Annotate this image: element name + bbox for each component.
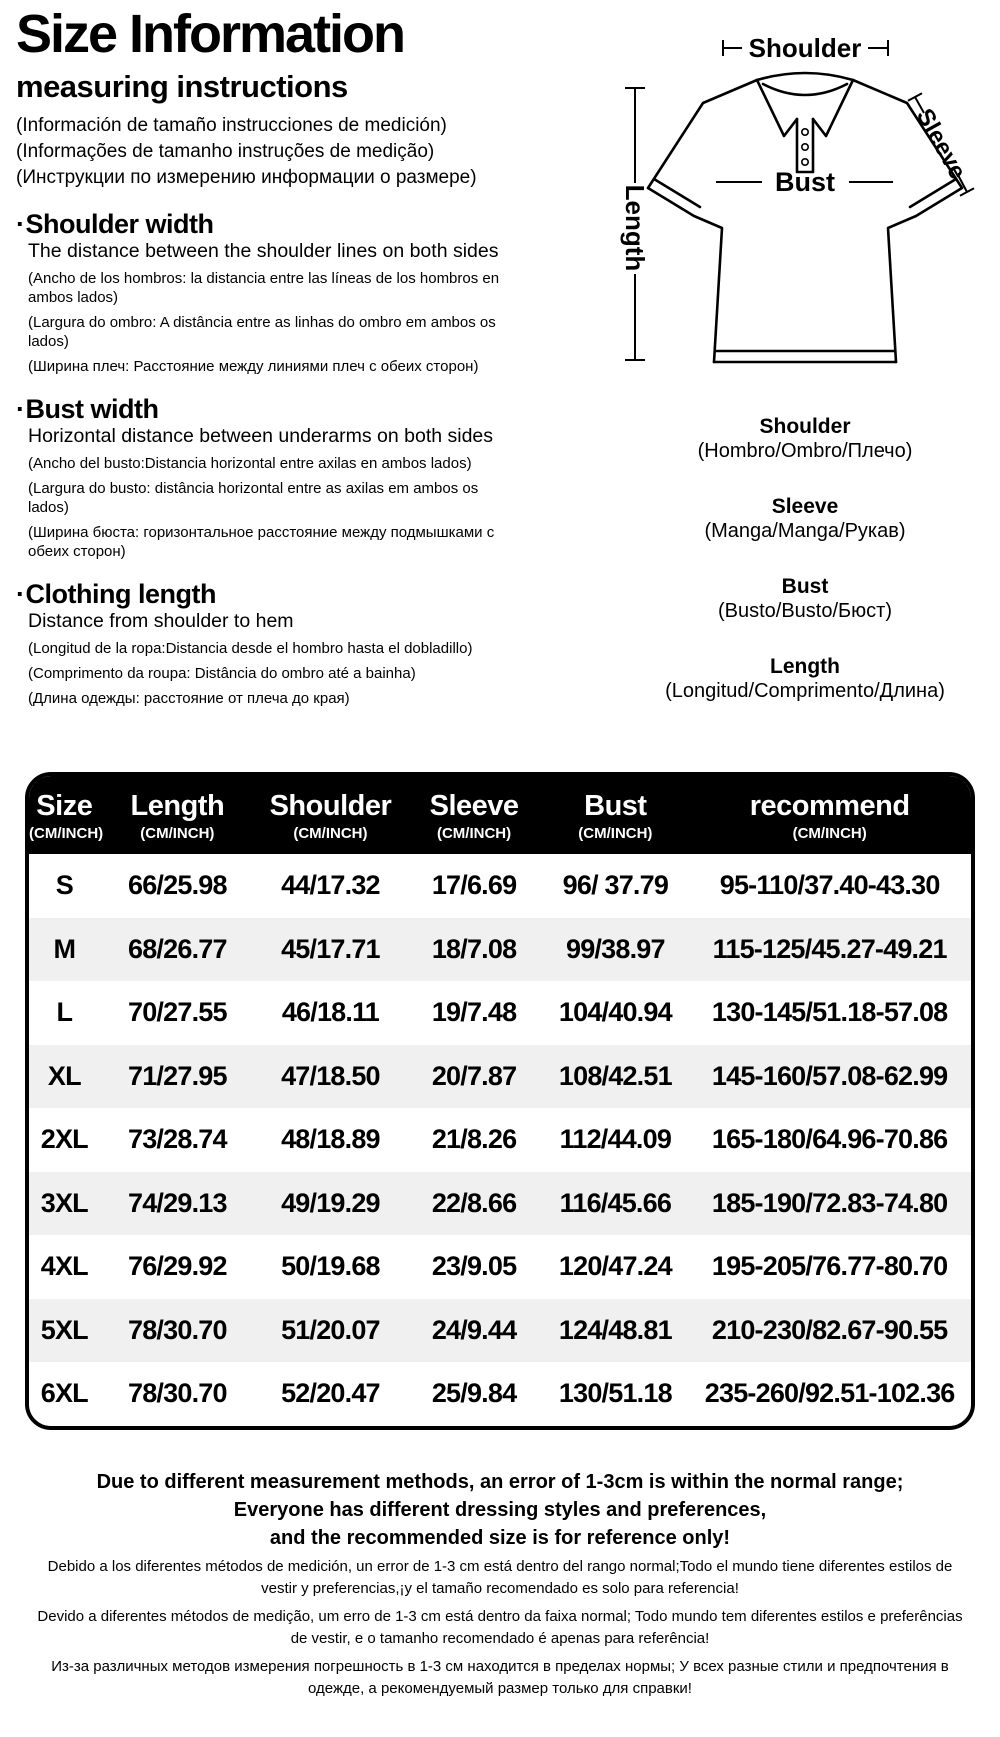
size-table-header (29, 776, 971, 854)
column-header-recommend (688, 790, 971, 842)
cell-sleeve: 25/9.84 (431, 1378, 517, 1409)
cell-length: 73/28.74 (128, 1124, 227, 1155)
collar-back (757, 73, 853, 80)
legend-item-sleeve (605, 494, 1000, 543)
column-label: Shoulder (269, 790, 392, 822)
table-row-l (29, 981, 971, 1045)
shirt-measurement-diagram (560, 0, 1000, 380)
table-row-xl (29, 1045, 971, 1109)
cell-bust: 124/48.81 (558, 1314, 672, 1345)
cell-sleeve: 22/8.66 (431, 1187, 517, 1218)
section-note-ru: (Длина одежды: расстояние от плеча до края) (28, 689, 350, 707)
column-unit: (CM/INCH) (436, 825, 512, 842)
cell-size: M (53, 933, 76, 964)
section-note-pt: (Largura do ombro: A distância entre as linhas do ombro em ambos os lados) (28, 313, 496, 350)
cell-sleeve: 21/8.26 (431, 1124, 517, 1155)
cell-sleeve: 19/7.48 (431, 997, 517, 1028)
cell-bust: 108/42.51 (558, 1060, 672, 1091)
cell-sleeve: 17/6.69 (431, 870, 517, 901)
section-note-es: (Ancho de los hombros: la distancia entre las líneas de los hombros en ambos lados) (28, 269, 500, 306)
right-side-outline (853, 80, 962, 362)
section-note-ru: (Ширина бюста: горизонтальное расстояние между подмышками с обеих сторон) (28, 523, 495, 560)
measuring-instructions-column (16, 6, 526, 708)
section-shoulder-width (16, 209, 526, 376)
cell-shoulder: 50/19.68 (281, 1251, 380, 1282)
cell-shoulder: 51/20.07 (281, 1314, 380, 1345)
column-unit: (CM/INCH) (792, 825, 867, 842)
section-note-es: (Ancho del busto:Distancia horizontal entre axilas en ambos lados) (28, 454, 472, 472)
cell-bust: 96/ 37.79 (562, 870, 669, 901)
cell-size: L (56, 997, 73, 1028)
subtitle-note-ru: (Инструкции по измерению информации о размере) (16, 166, 477, 188)
table-row-6xl (29, 1362, 971, 1426)
section-title (16, 209, 526, 239)
column-header-sleeve (406, 790, 543, 842)
section-description: Distance from shoulder to hem (28, 609, 294, 632)
section-description: Horizontal distance between underarms on both sides (28, 424, 494, 447)
left-side-outline (648, 80, 757, 362)
cell-recommend: 145-160/57.08-62.99 (711, 1060, 948, 1091)
section-title-text: Bust width (25, 393, 159, 424)
column-label: Sleeve (429, 790, 519, 822)
cell-shoulder: 45/17.71 (281, 933, 380, 964)
bust-measure-label: Bust (775, 167, 835, 197)
length-measure-bracket (620, 88, 650, 360)
column-header-length (100, 790, 255, 842)
cell-recommend: 130-145/51.18-57.08 (711, 997, 948, 1028)
legend-term: Bust (781, 575, 829, 598)
table-row-5xl (29, 1299, 971, 1363)
cell-length: 78/30.70 (128, 1378, 227, 1409)
polo-shirt-drawing (648, 73, 962, 362)
subtitle-note-pt: (Informações de tamanho instruções de medição) (16, 140, 435, 162)
cell-sleeve: 20/7.87 (431, 1060, 517, 1091)
measurement-legend (605, 414, 1000, 734)
section-note-ru: (Ширина плеч: Расстояние между линиями плеч с обеих сторон) (28, 357, 479, 375)
footer-en-line2: Everyone has different dressing styles and preferences, (233, 1499, 767, 1521)
column-header-bust (542, 790, 688, 842)
section-clothing-length (16, 579, 526, 708)
right-lapel (813, 80, 853, 136)
cell-shoulder: 48/18.89 (281, 1124, 380, 1155)
cell-length: 74/29.13 (128, 1187, 227, 1218)
cell-bust: 112/44.09 (559, 1124, 672, 1155)
length-measure-label: Length (620, 184, 650, 272)
table-row-s (29, 854, 971, 918)
right-cuff-band (910, 179, 956, 207)
page-subtitle: measuring instructions (16, 68, 348, 104)
cell-sleeve: 23/9.05 (431, 1251, 517, 1282)
cell-bust: 116/45.66 (559, 1187, 672, 1218)
button (802, 144, 808, 150)
cell-shoulder: 49/19.29 (281, 1187, 380, 1218)
bullet-dot: · (16, 208, 25, 239)
section-note-pt: (Largura do busto: distância horizontal entre as axilas em ambos os lados) (28, 479, 479, 516)
sleeve-measure-bracket (908, 93, 974, 196)
section-note-es: (Longitud de la ropa:Distancia desde el hombro hasta el dobladillo) (28, 639, 473, 657)
shoulder-measure-bracket (723, 33, 888, 63)
cell-shoulder: 46/18.11 (281, 997, 380, 1028)
table-row-m (29, 918, 971, 982)
button (802, 159, 808, 165)
legend-translations: (Longitud/Comprimento/Длина) (665, 680, 945, 702)
cell-recommend: 235-260/92.51-102.36 (704, 1378, 955, 1409)
section-title (16, 579, 526, 609)
legend-item-bust (605, 574, 1000, 623)
column-unit: (CM/INCH) (293, 825, 368, 842)
subtitle-translations (16, 113, 526, 191)
cell-length: 66/25.98 (128, 870, 227, 901)
bust-measure-line (716, 167, 893, 197)
cell-length: 71/27.95 (128, 1060, 227, 1091)
footer-disclaimer-es: Debido a los diferentes métodos de medición, un error de 1-3 cm está dentro del rango normal;Todo el mundo tiene diferentes estilos de vestir y preferencias,¡y el tamaño recomendado es solo para referencia! (47, 1558, 953, 1597)
cell-recommend: 185-190/72.83-74.80 (711, 1187, 948, 1218)
section-description: The distance between the shoulder lines on both sides (28, 239, 499, 262)
column-unit: (CM/INCH) (578, 825, 653, 842)
legend-item-length (605, 654, 1000, 703)
section-bust-width (16, 394, 526, 561)
column-unit: (CM/INCH) (29, 825, 104, 842)
cell-length: 76/29.92 (128, 1251, 227, 1282)
legend-term: Length (770, 655, 840, 678)
cell-length: 70/27.55 (128, 997, 227, 1028)
column-header-shoulder (255, 790, 406, 842)
cell-size: 3XL (40, 1187, 88, 1218)
cell-recommend: 115-125/45.27-49.21 (712, 933, 947, 964)
legend-term: Sleeve (771, 495, 839, 518)
legend-translations: (Hombro/Ombro/Плечо) (697, 440, 913, 462)
cell-bust: 130/51.18 (558, 1378, 672, 1409)
cell-size: 4XL (40, 1251, 88, 1282)
footer-en-line1: Due to different measurement methods, an error of 1-3cm is within the normal range; (96, 1471, 904, 1493)
cell-size: 5XL (40, 1314, 88, 1345)
page-title: Size Information (16, 4, 405, 64)
footer-disclaimer-pt: Devido a diferentes métodos de medição, um erro de 1-3 cm está dentro da faixa normal; Todo mundo tem diferentes estilos e preferências de vestir, e o tamanho recomendado é apenas para referência! (37, 1608, 963, 1647)
cell-shoulder: 52/20.47 (281, 1378, 380, 1409)
shoulder-measure-label: Shoulder (748, 33, 862, 63)
column-label: Length (130, 790, 225, 822)
column-unit: (CM/INCH) (140, 825, 215, 842)
cell-shoulder: 47/18.50 (281, 1060, 380, 1091)
column-header-size (29, 790, 104, 842)
legend-term: Shoulder (759, 415, 851, 438)
legend-item-shoulder (605, 414, 1000, 463)
legend-translations: (Manga/Manga/Рукав) (704, 520, 906, 542)
cell-recommend: 210-230/82.67-90.55 (711, 1314, 948, 1345)
left-lapel (757, 80, 797, 136)
section-note-pt: (Comprimento da roupa: Distância do ombro até a bainha) (28, 664, 416, 682)
section-title (16, 394, 526, 424)
bullet-dot: · (16, 578, 25, 609)
section-title-text: Shoulder width (25, 208, 214, 239)
button (802, 129, 808, 135)
column-label: Bust (584, 790, 647, 822)
subtitle-note-es: (Información de tamaño instrucciones de medición) (16, 114, 447, 136)
table-row-3xl (29, 1172, 971, 1236)
column-label: Size (36, 790, 93, 822)
bullet-dot: · (16, 393, 25, 424)
cell-size: S (55, 870, 73, 901)
cell-recommend: 195-205/76.77-80.70 (711, 1251, 948, 1282)
footer-disclaimer-en (0, 1468, 1000, 1552)
cell-sleeve: 24/9.44 (431, 1314, 517, 1345)
cell-length: 78/30.70 (128, 1314, 227, 1345)
left-cuff-band (654, 179, 700, 207)
cell-size: 6XL (40, 1378, 88, 1409)
cell-bust: 99/38.97 (566, 933, 665, 964)
sleeve-measure-label: Sleeve (910, 104, 972, 184)
cell-sleeve: 18/7.08 (431, 933, 517, 964)
cell-bust: 104/40.94 (558, 997, 672, 1028)
column-label: recommend (749, 790, 910, 822)
footer-en-line3: and the recommended size is for reference only! (269, 1527, 731, 1549)
cell-shoulder: 44/17.32 (281, 870, 380, 901)
table-row-2xl (29, 1108, 971, 1172)
table-row-4xl (29, 1235, 971, 1299)
cell-length: 68/26.77 (128, 933, 227, 964)
cell-bust: 120/47.24 (558, 1251, 672, 1282)
cell-recommend: 165-180/64.96-70.86 (711, 1124, 948, 1155)
size-table (25, 772, 975, 1430)
size-table-body (29, 854, 971, 1426)
collar-inner (763, 84, 847, 95)
cell-size: 2XL (40, 1124, 88, 1155)
cell-recommend: 95-110/37.40-43.30 (719, 870, 940, 901)
cell-size: XL (47, 1060, 81, 1091)
footer-disclaimer-ru: Из-за различных методов измерения погрешность в 1-3 см находится в пределах нормы; У всех разные стили и предпочтения в одежде, а рекомендуемый размер только для справки! (51, 1658, 949, 1697)
legend-translations: (Busto/Busto/Бюст) (717, 600, 892, 622)
section-title-text: Clothing length (25, 578, 216, 609)
